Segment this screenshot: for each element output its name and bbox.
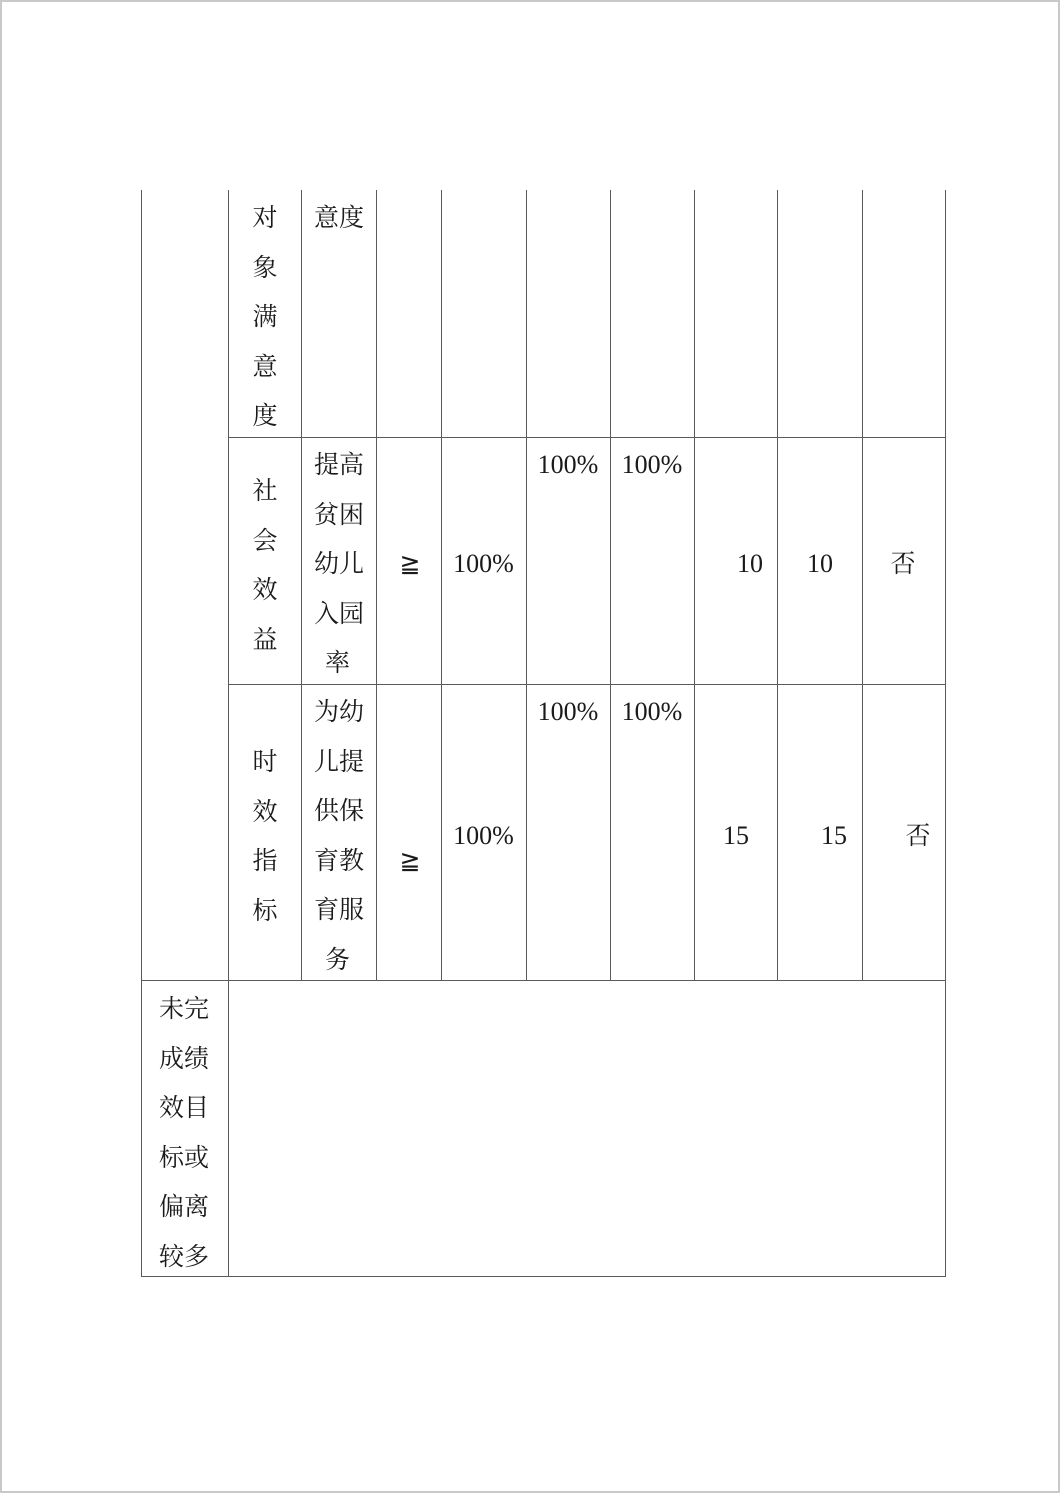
col-line-9 bbox=[862, 190, 863, 981]
char: 未 bbox=[159, 994, 188, 1023]
col-line-3 bbox=[376, 190, 377, 981]
row-divider-1 bbox=[228, 437, 945, 438]
row2-target: 100% bbox=[453, 549, 514, 578]
char: 完 bbox=[184, 994, 213, 1023]
char: 度 bbox=[252, 401, 278, 430]
char: 高 bbox=[339, 450, 368, 479]
char: 满 bbox=[252, 302, 278, 331]
char: 儿 bbox=[314, 746, 343, 776]
char: 育 bbox=[314, 845, 343, 875]
char: 幼 bbox=[339, 697, 368, 726]
char: 幼 bbox=[314, 549, 343, 578]
row2-actual-b: 100% bbox=[621, 450, 683, 479]
char: 服 bbox=[339, 895, 368, 924]
char: 贫 bbox=[314, 499, 343, 529]
char: 离 bbox=[184, 1192, 213, 1221]
col-line-6 bbox=[610, 190, 611, 981]
char: 社 bbox=[252, 476, 278, 505]
col-line-1 bbox=[228, 190, 229, 1277]
char: 提 bbox=[314, 450, 343, 479]
char: 儿 bbox=[339, 549, 368, 578]
col-line-7 bbox=[694, 190, 695, 981]
char: 效 bbox=[252, 575, 278, 604]
char: 象 bbox=[252, 252, 278, 282]
col-line-0 bbox=[141, 190, 142, 1277]
row1-sub-indicator bbox=[245, 193, 285, 441]
char: 教 bbox=[339, 845, 368, 875]
row2-score: 10 bbox=[807, 549, 833, 578]
char: 绩 bbox=[184, 1043, 213, 1073]
row2-operator: ≧ bbox=[399, 549, 421, 578]
row3-indicator-name bbox=[311, 687, 367, 984]
char: 提 bbox=[339, 746, 368, 776]
char: 或 bbox=[184, 1142, 213, 1172]
row2-deviation: 否 bbox=[890, 549, 916, 578]
char: 入 bbox=[314, 598, 343, 628]
char: 目 bbox=[184, 1093, 213, 1122]
char: 育 bbox=[314, 895, 343, 924]
col-line-5 bbox=[526, 190, 527, 981]
row2-indicator-name bbox=[311, 440, 367, 688]
char: 较 bbox=[159, 1241, 188, 1271]
row2-actual-a: 100% bbox=[537, 450, 599, 479]
char: 保 bbox=[339, 796, 368, 825]
row3-weight: 15 bbox=[723, 821, 749, 850]
char: 多 bbox=[184, 1241, 213, 1271]
char: 率 bbox=[324, 648, 353, 677]
row2-weight: 10 bbox=[737, 549, 763, 578]
char: 益 bbox=[252, 624, 278, 654]
char: 为 bbox=[314, 697, 343, 726]
col-line-10 bbox=[945, 190, 946, 1277]
char: 时 bbox=[252, 747, 278, 776]
row3-actual-a: 100% bbox=[537, 697, 599, 726]
row3-target: 100% bbox=[453, 821, 514, 850]
char: 困 bbox=[339, 499, 368, 529]
row-divider-3 bbox=[141, 980, 945, 981]
row3-operator: ≧ bbox=[399, 846, 421, 875]
row3-score: 15 bbox=[821, 821, 847, 850]
char: 度 bbox=[339, 203, 368, 232]
char: 会 bbox=[252, 525, 278, 555]
footer-label bbox=[156, 984, 212, 1281]
char: 成 bbox=[159, 1043, 188, 1073]
char: 指 bbox=[252, 846, 278, 875]
char: 偏 bbox=[159, 1192, 188, 1221]
char: 效 bbox=[252, 796, 278, 826]
table-bottom-border bbox=[141, 1276, 945, 1277]
char: 对 bbox=[252, 203, 278, 232]
char: 务 bbox=[324, 944, 353, 974]
char: 意 bbox=[252, 351, 278, 381]
col-line-2 bbox=[301, 190, 302, 981]
row3-actual-b: 100% bbox=[621, 697, 683, 726]
row3-deviation: 否 bbox=[905, 821, 931, 850]
char: 标 bbox=[159, 1142, 188, 1172]
row2-sub-indicator bbox=[245, 466, 285, 664]
row3-sub-indicator bbox=[245, 737, 285, 935]
char: 园 bbox=[339, 598, 368, 628]
char: 标 bbox=[252, 895, 278, 925]
char: 意 bbox=[314, 203, 343, 232]
row1-indicator-name bbox=[311, 193, 367, 243]
char: 供 bbox=[314, 796, 343, 825]
char: 效 bbox=[159, 1093, 188, 1122]
